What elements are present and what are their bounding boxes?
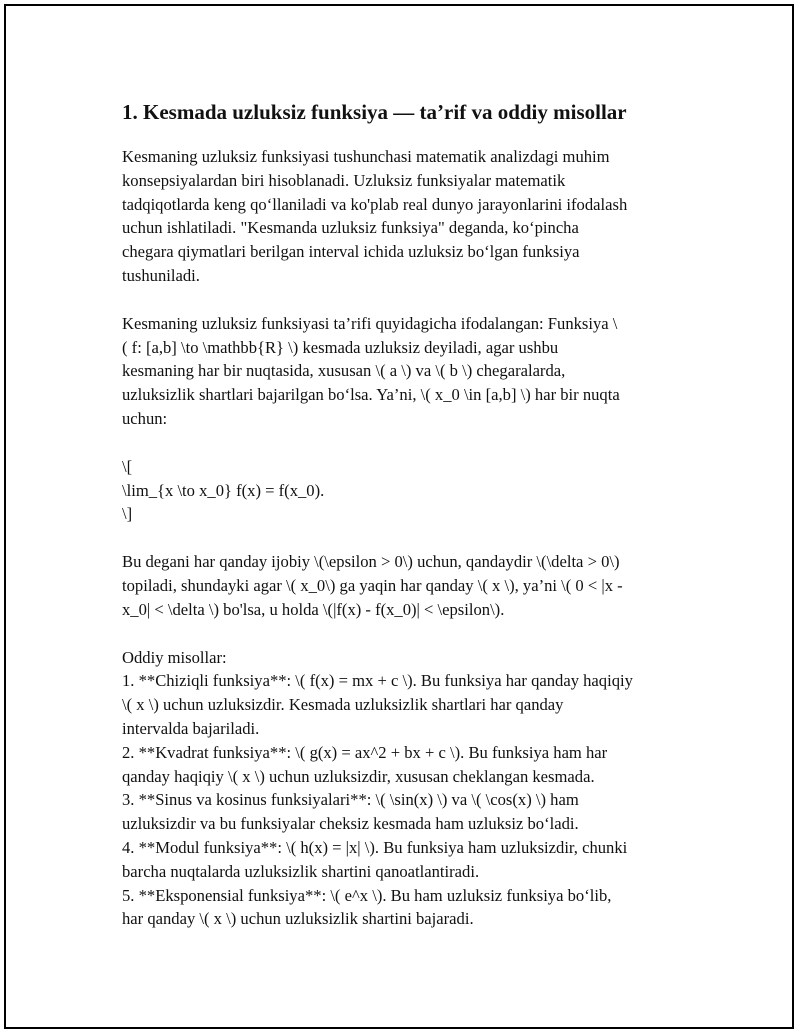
epsilon-delta-paragraph	[122, 550, 694, 621]
list-item: \( x \) uchun uzluksizdir. Kesmada uzluksizlik shartlari har qanday	[122, 695, 564, 715]
text-line: uzluksizlik shartlari bajarilgan boʻlsa. Ya’ni, \( x_0 \in [a,b] \) har bir nuqta	[122, 385, 620, 405]
formula-line: \lim_{x \to x_0} f(x) = f(x_0).	[122, 480, 325, 500]
formula-line: \]	[122, 504, 133, 524]
list-item: 5. **Eksponensial funksiya**: \( e^x \). Bu ham uzluksiz funksiya boʻlib,	[122, 885, 612, 905]
list-item: 4. **Modul funksiya**: \( h(x) = |x| \). Bu funksiya ham uzluksizdir, chunki	[122, 837, 628, 857]
text-line: kesmaning har bir nuqtasida, xususan \( a \) va \( b \) chegaralarda,	[122, 361, 566, 381]
text-line: tushuniladi.	[122, 265, 200, 285]
text-line: konsepsiyalardan biri hisoblanadi. Uzluksiz funksiyalar matematik	[122, 170, 566, 190]
definition-paragraph	[122, 312, 694, 431]
text-line: Kesmaning uzluksiz funksiyasi tushunchasi matematik analizdagi muhim	[122, 147, 610, 166]
page-title: 1. Kesmada uzluksiz funksiya — ta’rif va oddiy misollar	[122, 100, 627, 124]
examples-list	[122, 646, 694, 932]
text-line: x_0| < \delta \) bo'lsa, u holda \(|f(x) - f(x_0)| < \epsilon\).	[122, 599, 505, 619]
list-item: qanday haqiqiy \( x \) uchun uzluksizdir, xususan cheklangan kesmada.	[122, 766, 595, 786]
list-item: intervalda bajariladi.	[122, 718, 260, 738]
list-item: 1. **Chiziqli funksiya**: \( f(x) = mx + c \). Bu funksiya har qanday haqiqiy	[122, 671, 633, 691]
text-line: tadqiqotlarda keng qoʻllaniladi va ko'plab real dunyo jarayonlarini ifodalash	[122, 194, 628, 214]
list-item: barcha nuqtalarda uzluksizlik shartini qanoatlantiradi.	[122, 861, 480, 881]
list-item: uzluksizdir va bu funksiyalar cheksiz kesmada ham uzluksiz boʻladi.	[122, 814, 579, 834]
text-line: ( f: [a,b] \to \mathbb{R} \) kesmada uzluksiz deyiladi, agar ushbu	[122, 337, 559, 357]
text-line: topiladi, shundayki agar \( x_0\) ga yaqin har qanday \( x \), ya’ni \( 0 < |x -	[122, 575, 623, 595]
text-line: Bu degani har qanday ijobiy \(\epsilon > 0\) uchun, qandaydir \(\delta > 0\)	[122, 552, 620, 572]
text-line: Kesmaning uzluksiz funksiyasi ta’rifi quyidagicha ifodalangan: Funksiya \	[122, 313, 618, 333]
list-item: 2. **Kvadrat funksiya**: \( g(x) = ax^2 + bx + c \). Bu funksiya ham har	[122, 742, 608, 762]
text-line: uchun:	[122, 408, 168, 428]
text-line: chegara qiymatlari berilgan interval ichida uzluksiz boʻlgan funksiya	[122, 242, 580, 262]
formula-line: \[	[122, 456, 133, 476]
list-item: har qanday \( x \) uchun uzluksizlik shartini bajaradi.	[122, 909, 474, 929]
text-line: uchun ishlatiladi. "Kesmanda uzluksiz funksiya" deganda, koʻpincha	[122, 218, 579, 238]
intro-paragraph	[122, 145, 694, 288]
document-content	[122, 98, 694, 931]
list-item: 3. **Sinus va kosinus funksiyalari**: \( \sin(x) \) va \( \cos(x) \) ham	[122, 790, 579, 810]
formula-block	[122, 455, 694, 526]
page-frame	[4, 4, 794, 1029]
examples-heading: Oddiy misollar:	[122, 647, 227, 667]
